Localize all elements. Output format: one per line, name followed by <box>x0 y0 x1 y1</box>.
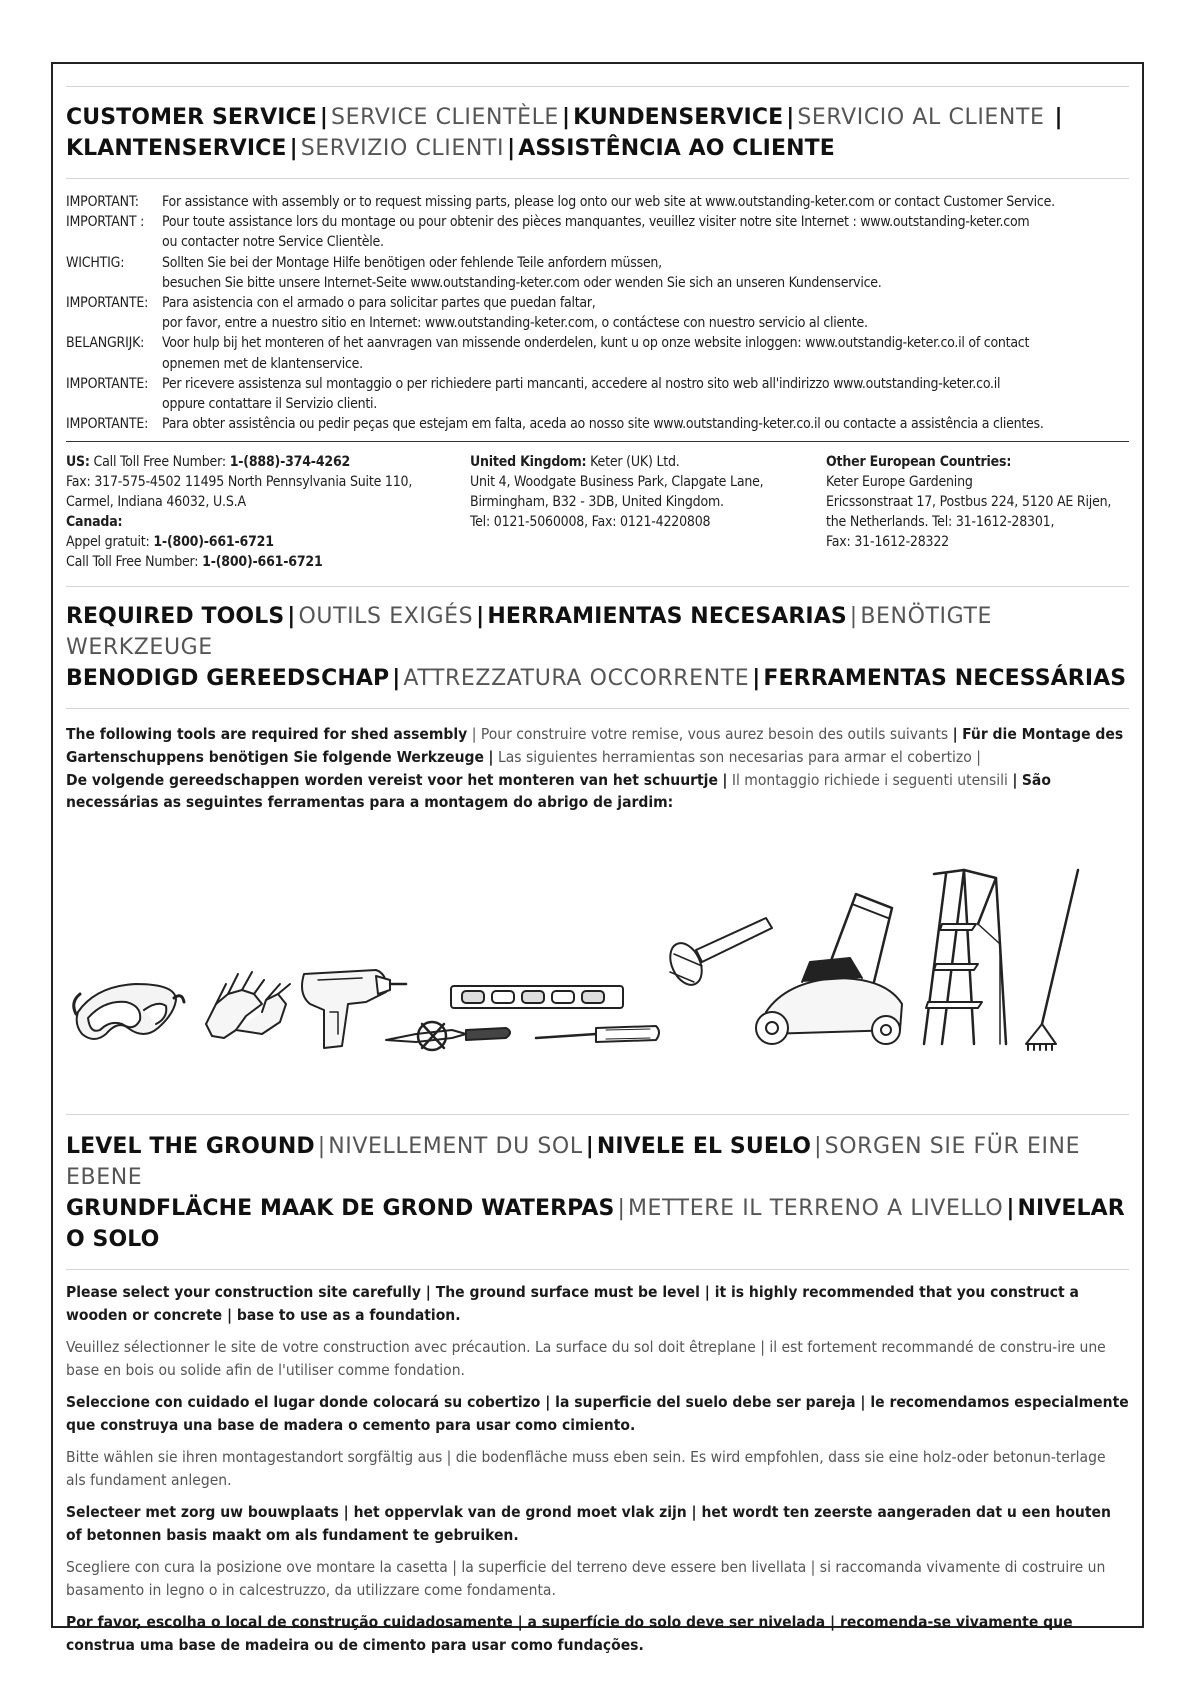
separator: | <box>319 105 329 130</box>
important-note <box>66 192 1129 212</box>
customer-service-heading <box>66 102 1129 164</box>
paragraph-fr: Veuillez sélectionner le site de votre construction avec précaution. La surface du sol doit êtreplane | il est fortement recommandé de constru-ire une base en bois ou solide afin de l'utiliser comme fondation. <box>66 1337 1106 1379</box>
power-drill-icon <box>302 970 406 1048</box>
separator: | <box>1012 770 1018 789</box>
note-text <box>162 293 1129 333</box>
paragraph-nl: Selecteer met zorg uw bouwplaats | het oppervlak van de grond moet vlak zijn | het wordt ten zeerste aangeraden dat u een houten of betonnen basis maakt om als fundament te gebruiken. <box>66 1502 1111 1544</box>
heading-part: CUSTOMER SERVICE <box>66 105 317 130</box>
required-tools-heading <box>66 601 1129 694</box>
contact-line: Fax: 31-1612-28322 <box>826 534 949 551</box>
note-line: Para asistencia con el armado o para solicitar partes que puedan faltar, <box>162 295 596 312</box>
note-text <box>162 333 1129 373</box>
paragraph-pt: Por favor, escolha o local de construção cuidadosamente | a superfície do solo deve ser nivelada | recomenda-se vivamente que construa uma base de madeira ou de cimento para usar como fundações. <box>66 1612 1073 1654</box>
separator: | <box>752 666 761 692</box>
note-line: oppure contattare il Servizio clienti. <box>162 396 378 413</box>
note-label: IMPORTANTE: <box>66 416 149 433</box>
tools-illustration <box>66 834 1129 1114</box>
note-line: ou contacter notre Service Clientèle. <box>162 234 384 251</box>
crossed-out-knife-icon <box>386 1022 510 1050</box>
note-label: IMPORTANT : <box>66 214 145 231</box>
intro-part: Für die Montage des Gartenschuppens benötigen Sie folgende Werkzeuge <box>66 725 1124 767</box>
rake-icon <box>1026 870 1078 1050</box>
heading-part: ATTREZZATURA OCCORRENTE <box>403 666 750 692</box>
contact-line <box>66 532 470 552</box>
contact-line: Fax: 317-575-4502 11495 North Pennsylvania Suite 110, <box>66 474 413 491</box>
paragraph-de: Bitte wählen sie ihren montagestandort sorgfältig aus | die bodenfläche muss eben sein. Es wird empfohlen, dass sie eine holz-oder betonun-terlage als fundament anlegen. <box>66 1447 1106 1489</box>
screwdriver-icon <box>536 1026 659 1042</box>
separator: | <box>814 1133 822 1159</box>
contact-line: Tel: 0121-5060008, Fax: 0121-4220808 <box>470 514 711 531</box>
note-line: opnemen met de klantenservice. <box>162 355 363 372</box>
contact-line: Carmel, Indiana 46032, U.S.A <box>66 494 246 511</box>
heading-line-2 <box>66 663 1129 694</box>
note-label: IMPORTANT: <box>66 194 139 210</box>
divider <box>66 86 1129 87</box>
contact-line: Ericssonstraat 17, Postbus 224, 5120 AE Rijen, <box>826 494 1112 511</box>
note-line: For assistance with assembly or to request missing parts, please log onto our web site at www.outstanding-keter.com or contact Customer Service. <box>162 194 1055 210</box>
intro-part: De volgende gereedschappen worden vereist voor het monteren van het schuurtje <box>66 770 718 789</box>
heading-part: SERVIZIO CLIENTI <box>300 136 505 161</box>
heading-line-1 <box>66 1131 1129 1193</box>
heading-part: ASSISTÊNCIA AO CLIENTE <box>518 136 835 161</box>
contact-label: United Kingdom: <box>470 454 587 471</box>
contact-addresses <box>66 452 1129 572</box>
heading-part: NIVELE EL SUELO <box>596 1133 812 1159</box>
step-ladder-icon <box>924 870 1006 1044</box>
separator: | <box>1006 1195 1015 1221</box>
heading-line-1 <box>66 102 1129 133</box>
note-line: Pour toute assistance lors du montage ou pour obtenir des pièces manquantes, veuillez visiter notre site Internet : www.outstanding-keter.com <box>162 214 1030 231</box>
work-gloves-icon <box>206 972 290 1038</box>
intro-part: The following tools are required for shed assembly <box>66 725 468 744</box>
heading-line-2 <box>66 133 1129 164</box>
spirit-level-icon <box>451 986 623 1008</box>
separator: | <box>617 1195 625 1221</box>
separator: | <box>392 666 401 692</box>
separator: | <box>317 1133 326 1159</box>
heading-part: SORGEN SIE FÜR EINE EBENE <box>66 1133 1081 1190</box>
note-line: Sollten Sie bei der Montage Hilfe benötigen oder fehlende Teile anfordern müssen, <box>162 254 662 271</box>
separator: | <box>722 770 728 789</box>
important-note <box>66 374 1129 414</box>
lawn-mower-icon <box>756 894 902 1044</box>
contact-text: Appel gratuit: <box>66 534 154 551</box>
heading-part: OUTILS EXIGÉS <box>298 604 474 630</box>
heading-part: METTERE IL TERRENO A LIVELLO <box>627 1195 1004 1221</box>
separator: | <box>585 1133 594 1159</box>
separator: | <box>1054 105 1063 130</box>
important-note <box>66 293 1129 333</box>
divider <box>66 1269 1129 1270</box>
level-ground-heading <box>66 1131 1129 1255</box>
note-text <box>162 374 1129 414</box>
note-line: besuchen Sie bitte unsere Internet-Seite www.outstanding-keter.com oder wenden Sie sich an unseren Kundenservice. <box>162 274 882 291</box>
note-text <box>162 192 1129 212</box>
important-note <box>66 253 1129 293</box>
heading-part: SERVICIO AL CLIENTE <box>797 105 1045 130</box>
phone-number: 1-(800)-661-6721 <box>202 554 323 571</box>
note-line: por favor, entre a nuestro sitio en Internet: www.outstanding-keter.com, o contáctese con nuestro servicio al cliente. <box>162 315 868 332</box>
divider <box>66 1114 1129 1115</box>
note-label: WICHTIG: <box>66 254 125 271</box>
separator: | <box>488 748 494 767</box>
note-label: IMPORTANTE: <box>66 295 149 312</box>
intro-part: Pour construire votre remise, vous aurez besoin des outils suivants <box>480 725 949 744</box>
separator: | <box>786 105 795 130</box>
heading-line-1 <box>66 601 1129 663</box>
divider <box>66 178 1129 179</box>
paragraph-en: Please select your construction site carefully | The ground surface must be level | it is highly recommended that you construct a wooden or concrete | base to use as a foundation. <box>66 1282 1079 1324</box>
contact-line: Keter Europe Gardening <box>826 474 973 491</box>
heading-part: KLANTENSERVICE <box>66 136 287 161</box>
divider <box>66 708 1129 709</box>
note-line: Voor hulp bij het monteren of het aanvragen van missende onderdelen, kunt u op onze website inloggen: www.outstandig-keter.co.il of contact <box>162 335 1030 352</box>
note-text <box>162 212 1129 252</box>
intro-part: Las siguientes herramientas son necesarias para armar el cobertizo <box>497 748 972 767</box>
contact-label: US: <box>66 454 90 471</box>
level-ground-paragraphs <box>66 1281 1129 1657</box>
heading-part: REQUIRED TOOLS <box>66 604 285 630</box>
note-label: IMPORTANTE: <box>66 375 149 392</box>
contact-line <box>470 452 826 472</box>
contact-line: the Netherlands. Tel: 31-1612-28301, <box>826 514 1055 531</box>
contact-line: Birmingham, B32 - 3DB, United Kingdom. <box>470 494 724 511</box>
contact-us <box>66 452 470 572</box>
contact-text: Call Toll Free Number: <box>89 454 230 471</box>
important-notes <box>66 192 1129 434</box>
note-text <box>162 414 1129 434</box>
contact-text: Call Toll Free Number: <box>66 554 203 571</box>
note-label: BELANGRIJK: <box>66 335 145 352</box>
separator: | <box>287 604 296 630</box>
phone-number: 1-(800)-661-6721 <box>153 534 274 551</box>
divider <box>66 586 1129 587</box>
separator: | <box>507 136 516 161</box>
separator: | <box>849 604 858 630</box>
contact-line <box>66 552 470 572</box>
contact-label: Other European Countries: <box>826 454 1012 471</box>
important-note <box>66 333 1129 373</box>
note-text <box>162 253 1129 293</box>
separator: | <box>561 105 571 130</box>
heading-part: GRUNDFLÄCHE MAAK DE GROND WATERPAS <box>66 1195 615 1221</box>
note-line: Per ricevere assistenza sul montaggio o per richiedere parti mancanti, accedere al nostro sito web all'indirizzo www.outstanding-keter.co.il <box>162 375 1001 392</box>
heading-part: HERRAMIENTAS NECESARIAS <box>487 604 847 630</box>
heading-part: LEVEL THE GROUND <box>66 1133 315 1159</box>
safety-goggles-icon <box>74 984 184 1039</box>
contact-text: Keter (UK) Ltd. <box>586 454 680 471</box>
contact-label: Canada: <box>66 514 123 531</box>
contact-eu <box>826 452 1129 572</box>
separator: | <box>976 748 981 767</box>
important-note <box>66 414 1129 434</box>
contact-line <box>66 452 470 472</box>
note-line: Para obter assistência ou pedir peças que estejam em falta, aceda ao nosso site www.outstanding-keter.co.il ou contacte a assistência a clientes. <box>162 416 1044 433</box>
contact-uk <box>470 452 826 572</box>
intro-part: São necessárias as seguintes ferramentas para a montagem do abrigo de jardim: <box>66 770 1051 812</box>
page-content <box>66 62 1129 1657</box>
important-note <box>66 212 1129 252</box>
separator: | <box>289 136 298 161</box>
separator: | <box>952 725 958 744</box>
heading-part: SERVICE CLIENTÈLE <box>331 105 559 130</box>
heading-part: FERRAMENTAS NECESSÁRIAS <box>763 666 1127 692</box>
heading-part: BENÖTIGTE WERKZEUGE <box>66 604 993 661</box>
contact-line <box>826 452 1129 472</box>
separator: | <box>471 725 477 744</box>
required-tools-intro <box>66 723 1129 813</box>
heading-part: NIVELAR O SOLO <box>66 1195 1125 1252</box>
heading-part: NIVELLEMENT DU SOL <box>328 1133 583 1159</box>
paragraph-es: Seleccione con cuidado el lugar donde colocará su cobertizo | la superficie del suelo debe ser pareja | le recomendamos especialmente que construya una base de madera o cemento para usar como cimiento. <box>66 1392 1129 1434</box>
separator: | <box>476 604 485 630</box>
contact-line: Unit 4, Woodgate Business Park, Clapgate Lane, <box>470 474 764 491</box>
paragraph-it: Scegliere con cura la posizione ove montare la casetta | la superficie del terreno deve essere ben livellata | si raccomanda vivamente di costruire un basamento in legno o in calcestruzzo, da utilizzare come fondamenta. <box>66 1557 1106 1599</box>
rubber-mallet-icon <box>664 918 772 990</box>
heading-part: BENODIGD GEREEDSCHAP <box>66 666 390 692</box>
divider <box>66 441 1129 442</box>
heading-part: KUNDENSERVICE <box>573 105 784 130</box>
intro-part: Il montaggio richiede i seguenti utensili <box>731 770 1008 789</box>
heading-line-2 <box>66 1193 1129 1255</box>
phone-number: 1-(888)-374-4262 <box>229 454 351 471</box>
contact-line <box>66 512 470 532</box>
